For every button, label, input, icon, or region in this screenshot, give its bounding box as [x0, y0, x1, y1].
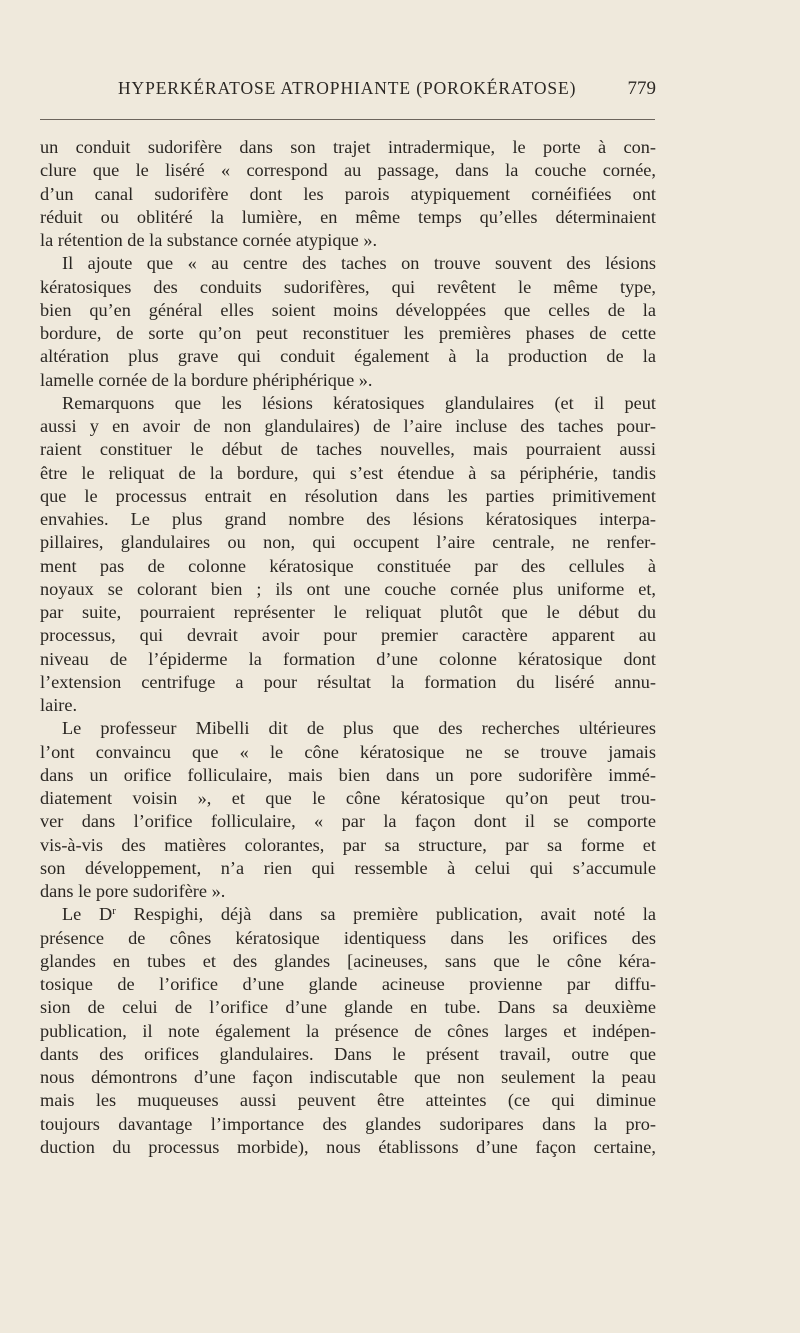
- text-line: réduit ou oblitéré la lumière, en même temps qu’elles déterminaient: [40, 206, 656, 227]
- text-line: [40, 903, 656, 926]
- text-line: bien qu’en général elles soient moins développées que celles de la: [40, 299, 656, 320]
- text-line: ment pas de colonne kératosique constituée par des cellules à: [40, 555, 656, 576]
- text-line: raient constituer le début de taches nouvelles, mais pourraient aussi: [40, 439, 656, 460]
- paragraph: [40, 136, 656, 252]
- text-line: processus, qui devrait avoir pour premier caractère apparent au: [40, 625, 656, 646]
- text-line: noyaux se colorant bien ; ils ont une couche cornée plus uniforme et,: [40, 578, 656, 599]
- body-text: [40, 136, 656, 1159]
- text-line: envahies. Le plus grand nombre des lésions kératosiques interpa-: [40, 509, 656, 529]
- text-line: présence de cônes kératosique identiquess dans les orifices des: [40, 927, 656, 948]
- text-line: Remarquons que les lésions kératosiques glandulaires (et il peut: [62, 392, 656, 413]
- paragraph: [40, 717, 656, 903]
- text-line: laire.: [40, 695, 78, 715]
- text-line: clure que le liséré « correspond au passage, dans la couche cornée,: [40, 160, 656, 181]
- page-header: [40, 78, 656, 108]
- text-line: ver dans l’orifice folliculaire, « par la façon dont il se comporte: [40, 811, 656, 832]
- running-title: HYPERKÉRATOSE ATROPHIANTE (POROKÉRATOSE): [118, 78, 577, 98]
- text-line: niveau de l’épiderme la formation d’une colonne kératosique dont: [40, 648, 656, 669]
- text-line: sion de celui de l’orifice d’une glande en tube. Dans sa deuxième: [40, 997, 656, 1018]
- text-line: tosique de l’orifice d’une glande acineuse provienne par diffu-: [40, 974, 656, 994]
- text-line: un conduit sudorifère dans son trajet intradermique, le porte à con-: [40, 137, 656, 157]
- text-line: Le professeur Mibelli dit de plus que des recherches ultérieures: [62, 718, 656, 739]
- text-line: être le reliquat de la bordure, qui s’est étendue à sa périphérie, tandis: [40, 462, 656, 483]
- text-fragment: Le D: [62, 904, 113, 925]
- text-line: duction du processus morbide), nous établissons d’une façon certaine,: [40, 1136, 656, 1157]
- text-line: toujours davantage l’importance des glandes sudoripares dans la pro-: [40, 1113, 656, 1134]
- page-number: 779: [627, 78, 656, 99]
- header-rule: [40, 119, 655, 120]
- text-line: son développement, n’a rien qui ressemble à celui qui s’accumule: [40, 857, 656, 878]
- text-line: l’extension centrifuge a pour résultat la formation du liséré annu-: [40, 671, 656, 692]
- text-line: Il ajoute que « au centre des taches on trouve souvent des lésions: [62, 253, 656, 274]
- text-line: glandes en tubes et des glandes [acineuses, sans que le cône kéra-: [40, 950, 656, 971]
- text-line: aussi y en avoir de non glandulaires) de l’aire incluse des taches pour-: [40, 416, 656, 436]
- text-line: dans le pore sudorifère ».: [40, 881, 226, 901]
- text-line: publication, il note également la présence de cônes larges et indépen-: [40, 1020, 656, 1041]
- paragraph: [40, 392, 656, 718]
- text-line: mais les muqueuses aussi peuvent être atteintes (ce qui diminue: [40, 1090, 656, 1111]
- text-fragment: Respighi, déjà dans sa première publication, avait noté la: [115, 904, 656, 925]
- text-line: bordure, de sorte qu’on peut reconstituer les premières phases de cette: [40, 323, 656, 343]
- text-line: lamelle cornée de la bordure phériphérique ».: [40, 369, 373, 390]
- text-line: d’un canal sudorifère dont les parois atypiquement cornéifiées ont: [40, 183, 656, 204]
- text-line: kératosiques des conduits sudorifères, qui revêtent le même type,: [40, 276, 656, 297]
- paragraph: [40, 252, 656, 392]
- text-line: que le processus entrait en résolution dans les parties primitivement: [40, 485, 656, 506]
- text-line: nous démontrons d’une façon indiscutable que non seulement la peau: [40, 1067, 656, 1087]
- text-line: vis-à-vis des matières colorantes, par sa structure, par sa forme et: [40, 834, 656, 855]
- superscript: r: [112, 905, 116, 918]
- text-line: pillaires, glandulaires ou non, qui occupent l’aire centrale, ne renfer-: [40, 532, 656, 553]
- text-line: la rétention de la substance cornée atypique ».: [40, 230, 378, 250]
- text-line: diatement voisin », et que le cône kératosique qu’on peut trou-: [40, 788, 656, 808]
- text-line: dans un orifice folliculaire, mais bien dans un pore sudorifère immé-: [40, 764, 656, 785]
- text-line: l’ont convaincu que « le cône kératosique ne se trouve jamais: [40, 741, 656, 762]
- text-line: altération plus grave qui conduit également à la production de la: [40, 346, 656, 367]
- paragraph: [40, 903, 656, 1159]
- text-line: par suite, pourraient représenter le reliquat plutôt que le début du: [40, 602, 656, 622]
- text-line: dants des orifices glandulaires. Dans le présent travail, outre que: [40, 1043, 656, 1064]
